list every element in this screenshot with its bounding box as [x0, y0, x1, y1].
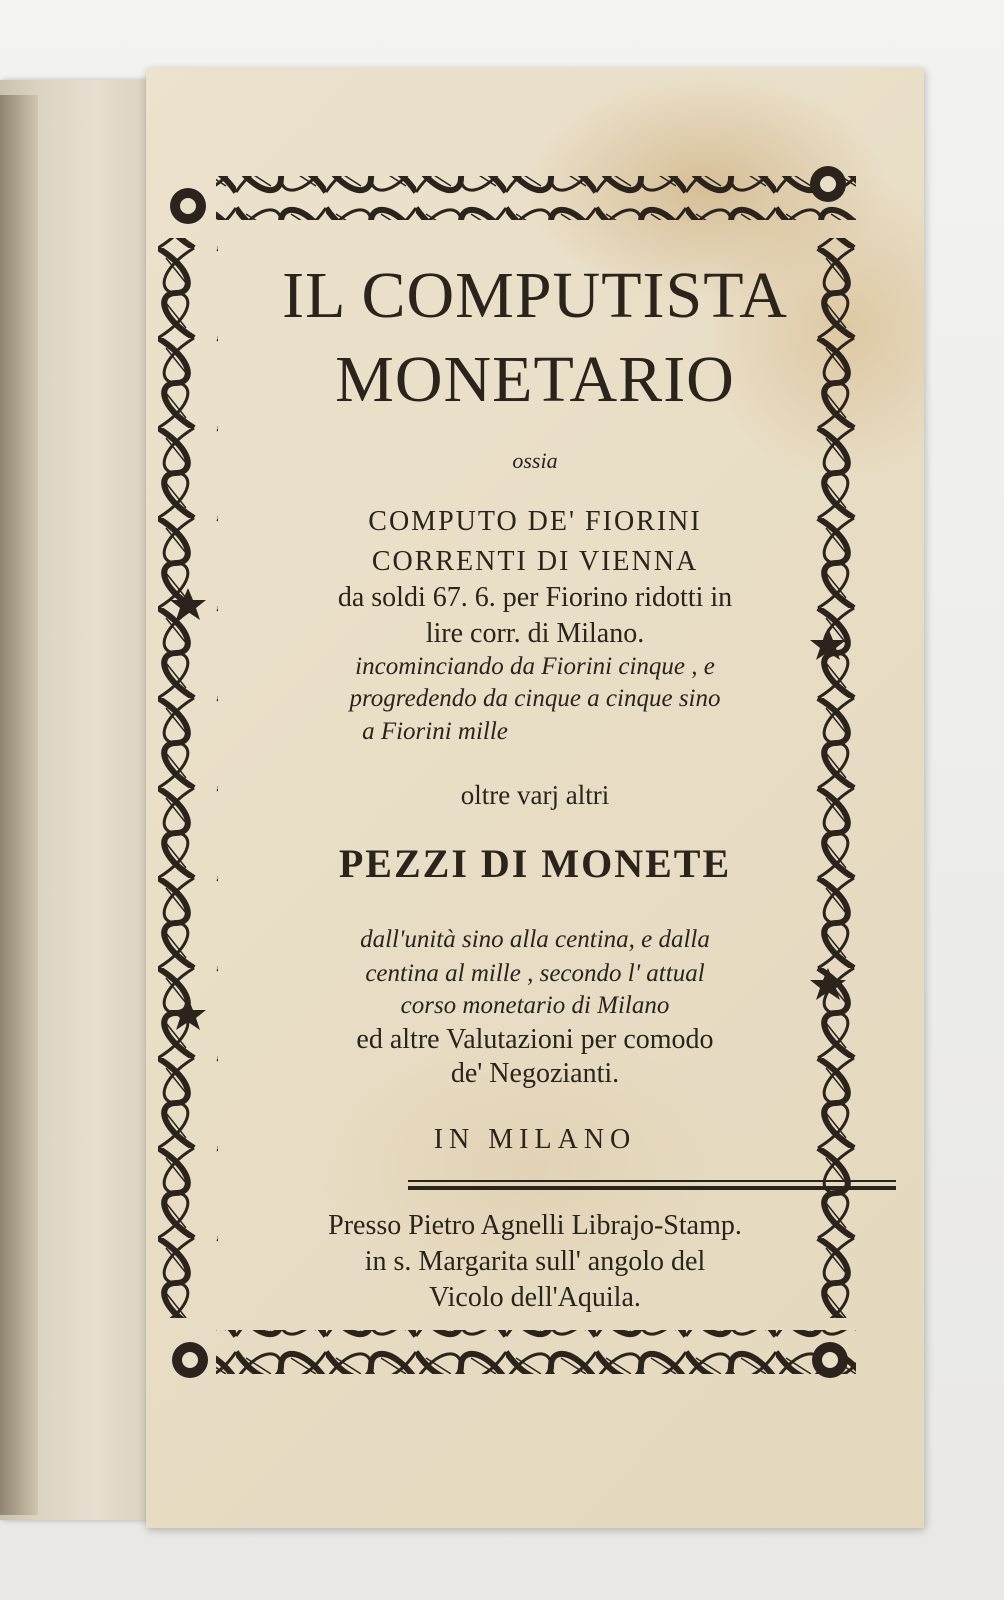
- book-cover-edge: [0, 95, 38, 1515]
- double-rule-divider: [408, 1180, 896, 1190]
- imprint-line-1: Presso Pietro Agnelli Librajo-Stamp.: [328, 1210, 742, 1241]
- italic-line-3: a Fiorini mille: [362, 718, 508, 745]
- title-page: [146, 68, 924, 1528]
- description-line-2: lire corr. di Milano.: [425, 618, 645, 649]
- italic2-line-1: dall'unità sino alla centina, e dalla: [360, 926, 710, 953]
- imprint-line-3: Vicolo dell'Aquila.: [429, 1282, 641, 1313]
- pezzi-heading: PEZZI DI MONETE: [338, 841, 732, 886]
- place-of-publication: IN MILANO: [433, 1124, 637, 1155]
- border-top: [216, 176, 856, 220]
- imprint-line-2: in s. Margarita sull' angolo del: [364, 1246, 706, 1277]
- title-line-1: IL COMPUTISTA: [282, 259, 788, 332]
- altre-line-2: de' Negozianti.: [450, 1058, 620, 1089]
- italic-line-2: progredendo da cinque a cinque sino: [349, 685, 721, 712]
- subtitle-line-1: COMPUTO DE' FIORINI: [368, 506, 702, 537]
- italic-line-1: incominciando da Fiorini cinque , e: [355, 653, 715, 680]
- border-bottom: [216, 1330, 856, 1374]
- connector-text: ossia: [512, 448, 558, 473]
- description-line-1: da soldi 67. 6. per Fiorino ridotti in: [337, 582, 733, 613]
- altre-line-1: ed altre Valutazioni per comodo: [356, 1024, 714, 1055]
- oltre-text: oltre varj altri: [460, 780, 610, 810]
- title-line-2: MONETARIO: [335, 343, 735, 416]
- subtitle-line-2: CORRENTI DI VIENNA: [371, 546, 699, 577]
- italic2-line-2: centina al mille , secondo l' attual: [365, 960, 705, 987]
- italic2-line-3: corso monetario di Milano: [400, 992, 670, 1019]
